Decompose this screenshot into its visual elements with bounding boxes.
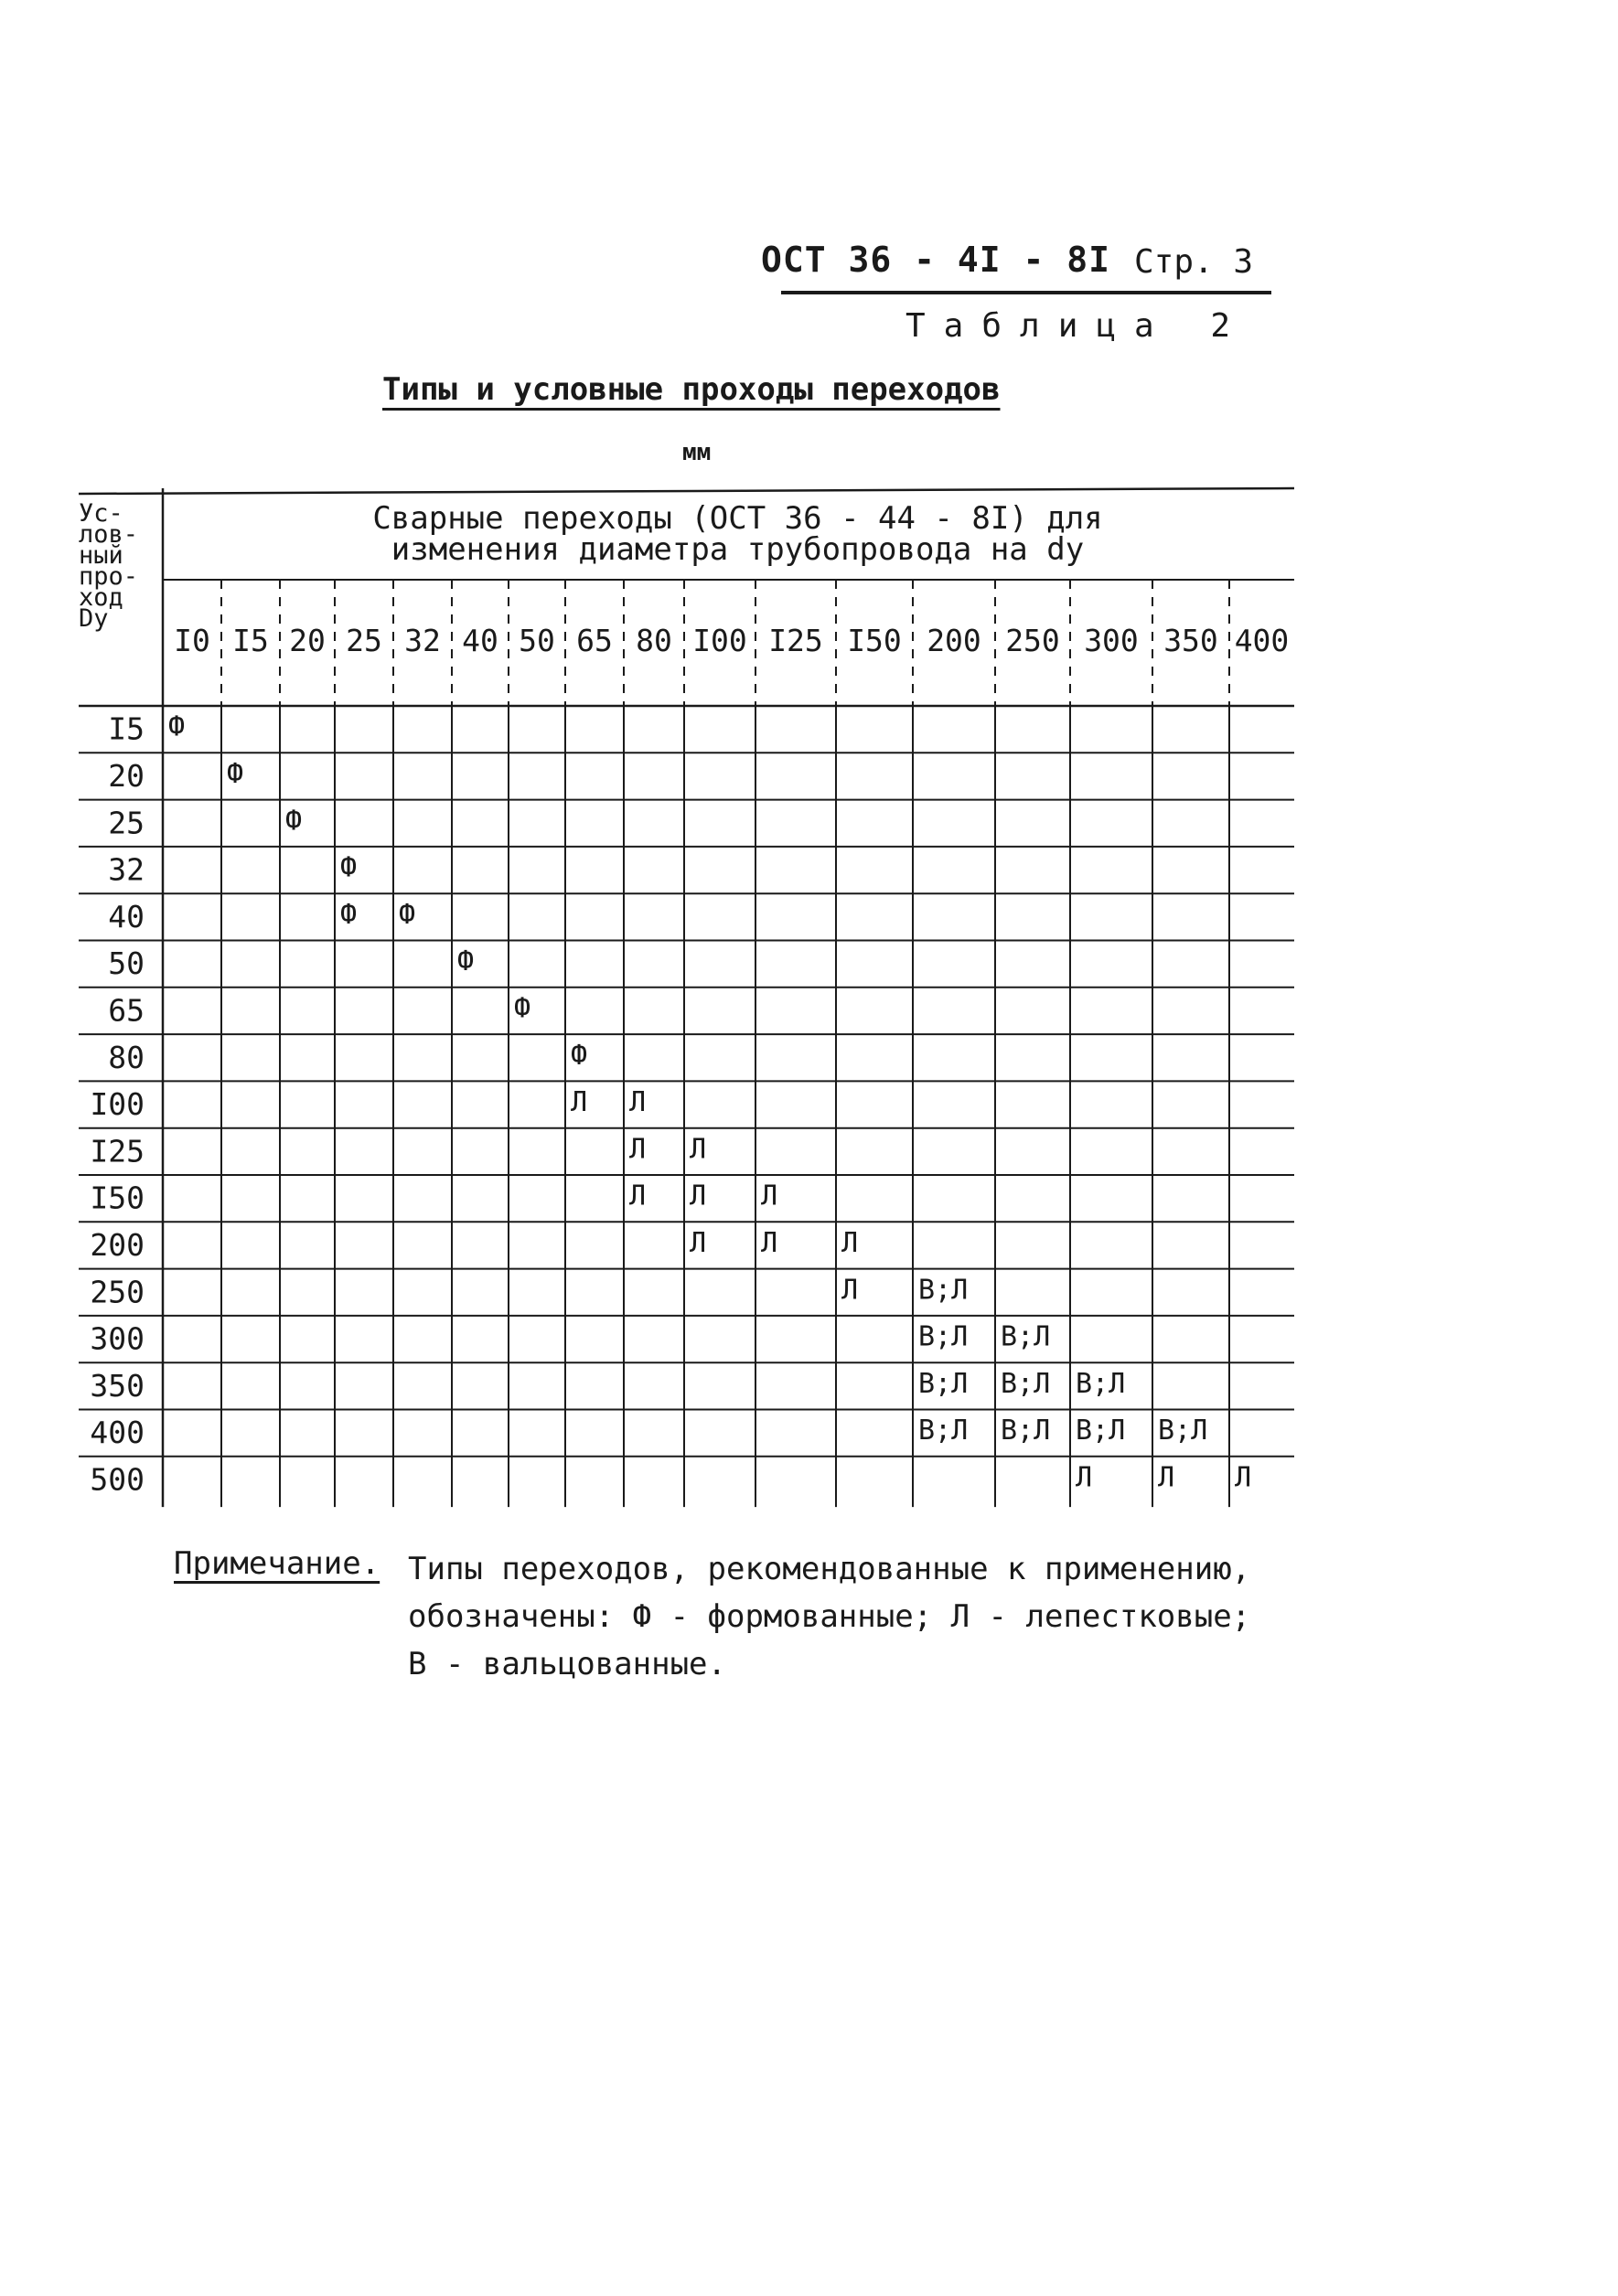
row-label-32: 32 — [108, 851, 145, 888]
column-header-I5: I5 — [232, 623, 269, 658]
column-header-40: 40 — [462, 623, 498, 658]
column-headers — [174, 623, 1289, 658]
table-cell: Л — [761, 1180, 778, 1212]
table-cell: Л — [629, 1180, 647, 1212]
unit-label: мм — [682, 439, 712, 466]
row-label-I25: I25 — [90, 1133, 145, 1169]
table-cell: В;Л — [918, 1367, 969, 1400]
table-cell: Ф — [340, 898, 358, 931]
column-header-250: 250 — [1005, 623, 1060, 658]
row-header-line: лов- — [79, 520, 139, 549]
table-cell: В;Л — [1001, 1367, 1051, 1400]
column-header-I0: I0 — [174, 623, 210, 658]
column-header-200: 200 — [927, 623, 981, 658]
table-cell: Л — [629, 1086, 647, 1119]
table-cell: Ф — [457, 945, 475, 978]
row-header-line: ный — [79, 541, 123, 570]
column-header-I25: I25 — [768, 623, 823, 658]
table-cell: Л — [841, 1226, 859, 1259]
row-label-500: 500 — [90, 1461, 145, 1498]
column-header-350: 350 — [1163, 623, 1218, 658]
table-cell: Л — [629, 1133, 647, 1166]
column-header-20: 20 — [289, 623, 326, 658]
row-label-I50: I50 — [90, 1180, 145, 1216]
table-cell: Л — [1158, 1461, 1175, 1494]
table-cell: В;Л — [918, 1415, 969, 1447]
table-cell: В;Л — [1001, 1320, 1051, 1353]
column-header-400: 400 — [1234, 623, 1290, 658]
table-cell: В;Л — [1076, 1367, 1126, 1400]
row-label-80: 80 — [108, 1039, 145, 1075]
table-cell: Л — [761, 1226, 778, 1259]
table-cell: Ф — [285, 805, 303, 838]
column-header-300: 300 — [1084, 623, 1139, 658]
row-label-300: 300 — [90, 1320, 145, 1357]
column-header-25: 25 — [346, 623, 382, 658]
row-label-250: 250 — [90, 1274, 145, 1310]
table-title: Типы и условные проходы переходов — [382, 371, 1001, 408]
column-header-I50: I50 — [847, 623, 902, 658]
column-header-32: 32 — [404, 623, 441, 658]
table-cell: Л — [841, 1274, 859, 1307]
row-label-I00: I00 — [90, 1086, 145, 1123]
table-cell: Л — [571, 1086, 588, 1119]
table-cell: Л — [1235, 1461, 1252, 1494]
row-label-200: 200 — [90, 1226, 145, 1263]
table-label: Таблица 2 — [905, 307, 1249, 345]
table-cell: Л — [690, 1226, 707, 1259]
table-cell: В;Л — [1001, 1415, 1051, 1447]
row-label-20: 20 — [108, 757, 145, 794]
row-label-25: 25 — [108, 805, 145, 841]
table-cell: Л — [690, 1180, 707, 1212]
row-label-50: 50 — [108, 945, 145, 982]
page-number: Стр. 3 — [1134, 243, 1254, 281]
row-header-line: Dу — [79, 604, 109, 633]
table-cells — [168, 711, 1251, 1494]
table-cell: Ф — [514, 992, 531, 1025]
table-top-rule — [79, 488, 1294, 494]
row-label-40: 40 — [108, 898, 145, 934]
table-cell: В;Л — [918, 1274, 969, 1307]
column-header-80: 80 — [636, 623, 672, 658]
row-header-line: ход — [79, 583, 123, 612]
note-text: Типы переходов, рекомендованные к применению, обозначены: Ф - формованные; Л - лепестковые; В - вальцованные. — [408, 1551, 1251, 1682]
row-labels — [90, 711, 145, 1498]
note-label: Примечание. — [174, 1545, 380, 1582]
group-header-line: изменения диаметра трубопровода на dу — [391, 531, 1085, 568]
table-cell: Л — [690, 1133, 707, 1166]
table-cell: Ф — [399, 898, 416, 931]
row-label-I5: I5 — [108, 710, 145, 747]
table-cell: Ф — [571, 1039, 588, 1072]
group-header — [372, 500, 1102, 568]
row-label-65: 65 — [108, 992, 145, 1029]
table-cell: Ф — [168, 710, 186, 743]
table-cell: Л — [1076, 1461, 1093, 1494]
table-cell: В;Л — [918, 1320, 969, 1353]
row-header-line: про- — [79, 562, 139, 591]
table-cell: В;Л — [1076, 1415, 1126, 1447]
table-cell: Ф — [340, 851, 358, 884]
table-cell: Ф — [227, 757, 244, 790]
column-header-50: 50 — [519, 623, 555, 658]
document-code: ОСТ 36 - 4I - 8I — [761, 240, 1111, 280]
column-header-65: 65 — [576, 623, 613, 658]
row-header — [79, 499, 138, 633]
row-label-350: 350 — [90, 1367, 145, 1404]
row-header-line: Ус- — [79, 499, 123, 528]
row-label-400: 400 — [90, 1415, 145, 1451]
group-header-line: Сварные переходы (ОСТ 36 - 44 - 8I) для — [372, 500, 1103, 537]
table-cell: В;Л — [1158, 1415, 1208, 1447]
column-header-I00: I00 — [692, 623, 747, 658]
